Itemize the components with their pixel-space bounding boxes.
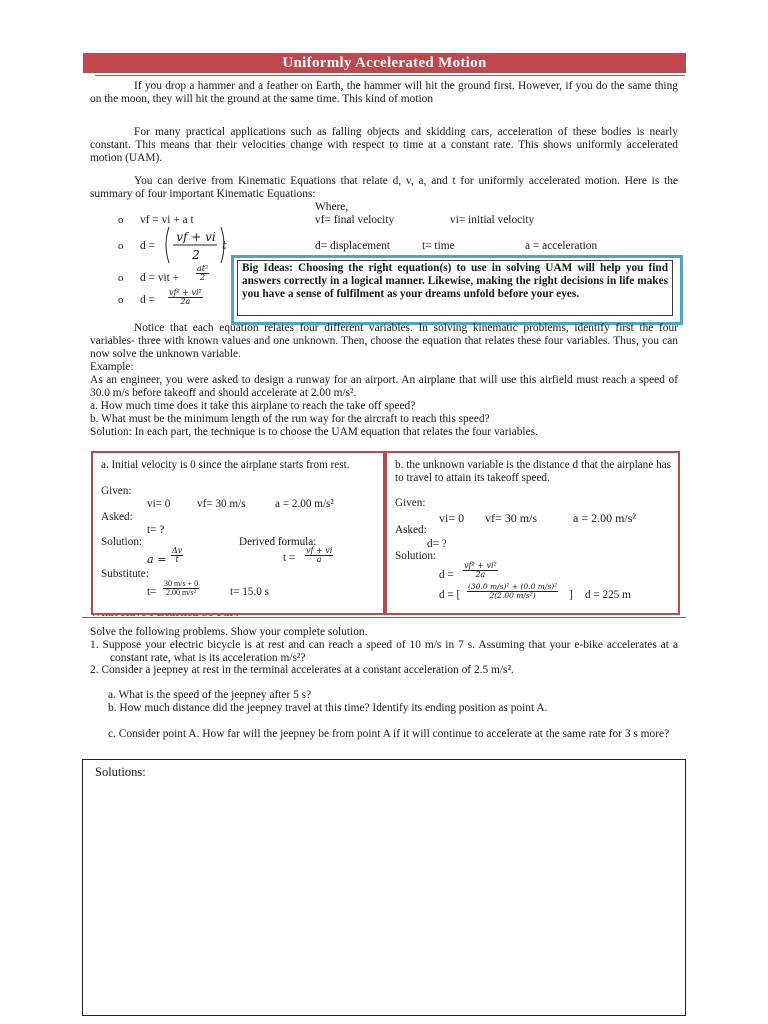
equation-3-numerator: at² xyxy=(197,264,209,273)
box-a-accel-fraction xyxy=(171,547,183,564)
bullet-2: o xyxy=(118,240,124,252)
equation-2-fraction xyxy=(164,225,228,265)
bullet-4: o xyxy=(118,294,124,306)
box-a-accel-denominator: t xyxy=(175,555,179,564)
box-a-time-numerator: vf + vi xyxy=(306,546,333,555)
title-rule xyxy=(95,75,685,76)
box-a-time-denominator: a xyxy=(316,555,322,564)
definition-t: t= time xyxy=(422,240,455,252)
definition-vi: vi= initial velocity xyxy=(450,214,535,226)
equation-4-prefix: d = xyxy=(140,294,155,306)
box-b-solution-label: Solution: xyxy=(395,550,437,562)
box-b-d-lhs: d = xyxy=(439,569,454,581)
box-a-intro: a. Initial velocity is 0 since the airplane starts from rest. xyxy=(101,459,350,471)
box-b-given-a: a = 2.00 m/s² xyxy=(573,511,637,525)
box-a-asked-label: Asked: xyxy=(101,511,133,523)
problem-1: 1. Suppose your electric bicycle is at rest and can reach a speed of 10 m/s in 7 s. Assuming that your e-bike accelerates at a constant rate, what is its acceleration m/s²? xyxy=(90,639,678,664)
box-b-sub-numerator: (30.0 m/s)² + (0.0 m/s)² xyxy=(468,582,558,591)
notice-paragraph: Notice that each equation relates four different variables. In solving kinematic problems, identify first the four variables- three with known values and one unknown. Then, choose the equation that relates these four variables. Thus, you can now solve the unknown variable. xyxy=(90,322,678,360)
definition-d: d= displacement xyxy=(315,240,391,252)
solution-box-a xyxy=(91,451,385,615)
box-b-asked-label: Asked: xyxy=(395,524,427,536)
problem-2: 2. Consider a jeepney at rest in the terminal accelerates at a constant acceleration of 2.5 m/s². xyxy=(90,664,514,676)
bullet-3: o xyxy=(118,272,124,284)
box-a-accel-lhs: a = xyxy=(147,553,167,566)
equation-3-prefix: d = vit + xyxy=(140,272,180,284)
box-a-given-vi: vi= 0 xyxy=(147,498,171,510)
box-a-sub-denominator: 2.00 m/s² xyxy=(166,588,197,597)
page-title: Uniformly Accelerated Motion xyxy=(83,53,686,73)
equation-3-denominator: 2 xyxy=(200,273,206,282)
solutions-box[interactable] xyxy=(82,759,686,1016)
intro-paragraph-2: For many practical applications such as falling objects and skidding cars, acceleration of these bodies is nearly constant. This means that their velocities change with respect to time at a constant rate. This shows uniformly accelerated motion (UAM). xyxy=(90,126,678,164)
equation-3-fraction xyxy=(196,265,209,282)
equation-2-denominator: 2 xyxy=(192,248,200,262)
problem-2a: a. What is the speed of the jeepney after 5 s? xyxy=(108,689,312,701)
box-a-time-lhs: t = xyxy=(283,552,296,564)
definition-a: a = acceleration xyxy=(525,240,598,252)
box-b-result: d = 225 m xyxy=(585,589,631,601)
solution-box-b xyxy=(385,451,680,615)
equation-2-prefix: d = xyxy=(140,240,155,252)
definition-vf: vf= final velocity xyxy=(315,214,395,226)
solutions-label: Solutions: xyxy=(95,765,146,779)
example-question-a: a. How much time does it take this airplane to reach the take off speed? xyxy=(90,400,416,412)
box-b-sub-denominator: 2(2.00 m/s²) xyxy=(489,591,536,600)
box-a-given-a: a = 2.00 m/s² xyxy=(275,498,334,510)
box-a-solution-label: Solution: xyxy=(101,536,143,548)
box-a-given-label: Given: xyxy=(101,485,132,497)
box-b-sub-lhs: d = [ xyxy=(439,589,461,601)
box-b-asked: d= ? xyxy=(427,538,447,550)
box-a-sub-numerator: 30 m/s + 0 xyxy=(164,579,199,588)
box-a-asked: t= ? xyxy=(147,524,165,536)
equation-2-numerator: vf + vi xyxy=(176,230,216,244)
box-b-intro: b. the unknown variable is the distance d that the airplane has to travel to attain its takeoff speed. xyxy=(395,459,671,484)
box-b-given-vf: vf= 30 m/s xyxy=(485,511,538,525)
example-solution-text: Solution: In each part, the technique is to choose the UAM equation that relates the four variables. xyxy=(90,426,538,438)
box-b-d-numerator: vf² + vi² xyxy=(464,561,497,570)
box-b-d-denominator: 2a xyxy=(475,570,486,579)
box-a-given-vf: vf= 30 m/s xyxy=(197,498,246,510)
box-a-substitute-label: Substitute: xyxy=(101,568,149,580)
example-label: Example: xyxy=(90,361,134,373)
equation-4-fraction xyxy=(168,289,203,306)
equation-2-suffix: t xyxy=(222,238,227,252)
problem-2c: c. Consider point A. How far will the jeepney be from point A if it will continue to accelerate at the same rate for 3 s more? xyxy=(108,728,670,740)
box-a-time-fraction xyxy=(305,547,333,564)
example-question-b: b. What must be the minimum length of the run way for the aircraft to reach this speed? xyxy=(90,413,490,425)
intro-paragraph-1: If you drop a hammer and a feather on Earth, the hammer will hit the ground first. However, if you do the same thing on the moon, they will hit the ground at the same time. This kind of motion xyxy=(90,80,678,105)
intro-paragraph-3: You can derive from Kinematic Equations that relate d, v, a, and t for uniformly accelerated motion. Here is the summary of four important Kinematic Equations: xyxy=(90,175,678,200)
big-ideas-text: Big Ideas: Choosing the right equation(s) to use in solving UAM will help you find answers correctly in a logical manner. Likewise, making the right decisions in life makes you have a sense of fulfilment as your dreams unfold before your eyes. xyxy=(242,262,668,300)
equation-4-denominator: 2a xyxy=(180,297,191,306)
learned-rule xyxy=(82,617,686,618)
equation-4-numerator: vf² + vi² xyxy=(169,288,202,297)
example-problem: As an engineer, you were asked to design a runway for an airport. An airplane that will use this airfield must reach a speed of 30.0 m/s before takeoff and should accelerate at 2.00 m/s². xyxy=(90,374,678,399)
learned-instruction: Solve the following problems. Show your complete solution. xyxy=(90,626,368,638)
box-b-given-label: Given: xyxy=(395,497,426,509)
box-b-sub-fraction xyxy=(467,583,558,600)
box-a-result: t= 15.0 s xyxy=(230,586,269,598)
bullet-1: o xyxy=(118,214,124,226)
box-b-given-vi: vi= 0 xyxy=(439,511,465,525)
problem-2b: b. How much distance did the jeepney travel at this time? Identify its ending position as point A. xyxy=(108,702,548,714)
box-a-derived-label: Derived formula: xyxy=(239,536,317,548)
equation-1: vf = vi + a t xyxy=(140,214,194,226)
where-label: Where, xyxy=(315,201,349,213)
box-a-sub-lhs: t= xyxy=(147,586,157,598)
box-b-d-fraction xyxy=(463,562,498,579)
box-b-sub-rhs: ] xyxy=(569,589,573,601)
box-a-sub-fraction xyxy=(163,580,199,597)
box-a-accel-numerator: Δv xyxy=(172,546,183,555)
